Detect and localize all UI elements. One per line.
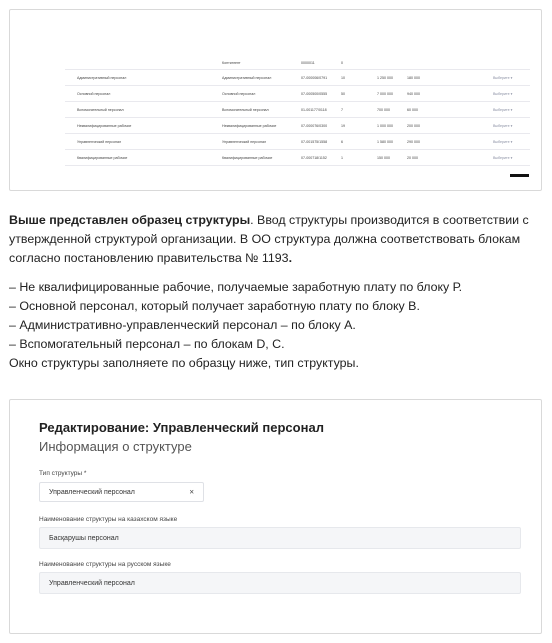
table-cell: 01-001177/0118 (301, 107, 327, 112)
instructions-text (9, 211, 542, 373)
row-select-dropdown[interactable]: Выберите ▾ (493, 91, 513, 96)
ru-name-input[interactable] (39, 572, 521, 594)
table-cell: 7 (341, 107, 343, 112)
table-row (65, 102, 530, 118)
list-item: – Основной персонал, который получает заработную плату по блоку В. (9, 299, 420, 313)
table-cell: Квалифицированные рабочие (77, 155, 128, 160)
list-item: – Административно-управленческий персонал – по блоку А. (9, 318, 356, 332)
intro-bold: Выше представлен образец структуры (9, 213, 251, 227)
table-cell: 0 (341, 60, 343, 65)
table-row (65, 150, 530, 166)
intro-paragraph (9, 211, 542, 268)
block-list (9, 278, 542, 354)
kz-name-label: Наименование структуры на казахском языке (39, 516, 178, 523)
row-select-dropdown[interactable]: Выберите ▾ (493, 155, 513, 160)
table-cell: 940 000 (407, 91, 420, 96)
table-cell: 0000011 (301, 60, 315, 65)
table-cell: 290 000 (407, 139, 420, 144)
table-cell: 700 000 (377, 107, 390, 112)
outro-paragraph: Окно структуры заполняете по образцу ниже, тип структуры. (9, 356, 359, 370)
table-cell: 1 (341, 155, 343, 160)
clear-icon[interactable]: × (189, 487, 194, 497)
structure-type-value: Управленческий персонал (49, 488, 135, 496)
form-title: Редактирование: Управленческий персонал (39, 420, 324, 435)
table-row (65, 56, 530, 70)
table-cell: Вспомогательный персонал (77, 107, 124, 112)
table-cell: 50 (341, 91, 345, 96)
table-cell: 07-000718/1152 (301, 155, 327, 160)
list-item: – Вспомогательный персонал – по блокам D, С. (9, 337, 285, 351)
table-row (65, 70, 530, 86)
ru-name-label: Наименование структуры на русском языке (39, 561, 171, 568)
row-select-dropdown[interactable]: Выберите ▾ (493, 123, 513, 128)
row-select-dropdown[interactable]: Выберите ▾ (493, 75, 513, 80)
table-cell: 1 250 000 (377, 75, 393, 80)
table-cell: 19 (341, 123, 345, 128)
table-cell: 6 (341, 139, 343, 144)
table-row (65, 134, 530, 150)
table-cell: Вспомогательный персонал (222, 107, 269, 112)
table-cell: Управленческий персонал (77, 139, 122, 144)
table-cell: 20 000 (407, 155, 418, 160)
table-cell: 150 000 (377, 155, 390, 160)
kz-name-input[interactable] (39, 527, 521, 549)
ru-name-value: Управленческий персонал (49, 579, 135, 587)
intro-end: . (288, 251, 293, 265)
table-cell: Административный персонал (222, 75, 272, 80)
sample-table-screenshot (9, 9, 542, 191)
intro-rest: . Ввод структуры производится в соответствии с утвержденной структурой организации. В ОО структура должна соответствовать блокам согласно постановлению правительства № 1193 (9, 213, 529, 265)
table-cell: Основной персонал (77, 91, 111, 96)
table-cell: 1 580 000 (377, 139, 393, 144)
structure-type-select[interactable] (39, 482, 204, 502)
table-row (65, 118, 530, 134)
table-cell: Управленческий персонал (222, 139, 267, 144)
table-cell: 07-000076/0300 (301, 123, 328, 128)
table-cell: 1 000 000 (377, 123, 393, 128)
table-cell: Контингент (222, 60, 241, 65)
table-cell: 07-000006/0791 (301, 75, 328, 80)
table-cell: 180 000 (407, 75, 420, 80)
table-row (65, 86, 530, 102)
row-select-dropdown[interactable]: Выберите ▾ (493, 139, 513, 144)
table-cell: Административный персонал (77, 75, 127, 80)
row-select-dropdown[interactable]: Выберите ▾ (493, 107, 513, 112)
type-label: Тип структуры * (39, 470, 87, 477)
table-cell: Неквалифицированные рабочие (77, 123, 132, 128)
table-cell: Неквалифицированные рабочие (222, 123, 277, 128)
table-cell: 07-000500/0555 (301, 91, 328, 96)
sample-structure-table (65, 56, 530, 166)
edit-form-screenshot (9, 399, 542, 634)
table-cell: 07-001575/1558 (301, 139, 328, 144)
table-cell: 10 (341, 75, 345, 80)
scrollbar-thumb (510, 174, 529, 177)
form-subtitle: Информация о структуре (39, 439, 192, 454)
table-cell: 60 000 (407, 107, 418, 112)
table-cell: 200 000 (407, 123, 420, 128)
kz-name-value: Басқарушы персонал (49, 534, 119, 542)
table-cell: Основной персонал (222, 91, 256, 96)
table-cell: 7 000 000 (377, 91, 393, 96)
table-cell: Квалифицированные рабочие (222, 155, 273, 160)
list-item: – Не квалифицированные рабочие, получаемые заработную плату по блоку Р. (9, 280, 463, 294)
